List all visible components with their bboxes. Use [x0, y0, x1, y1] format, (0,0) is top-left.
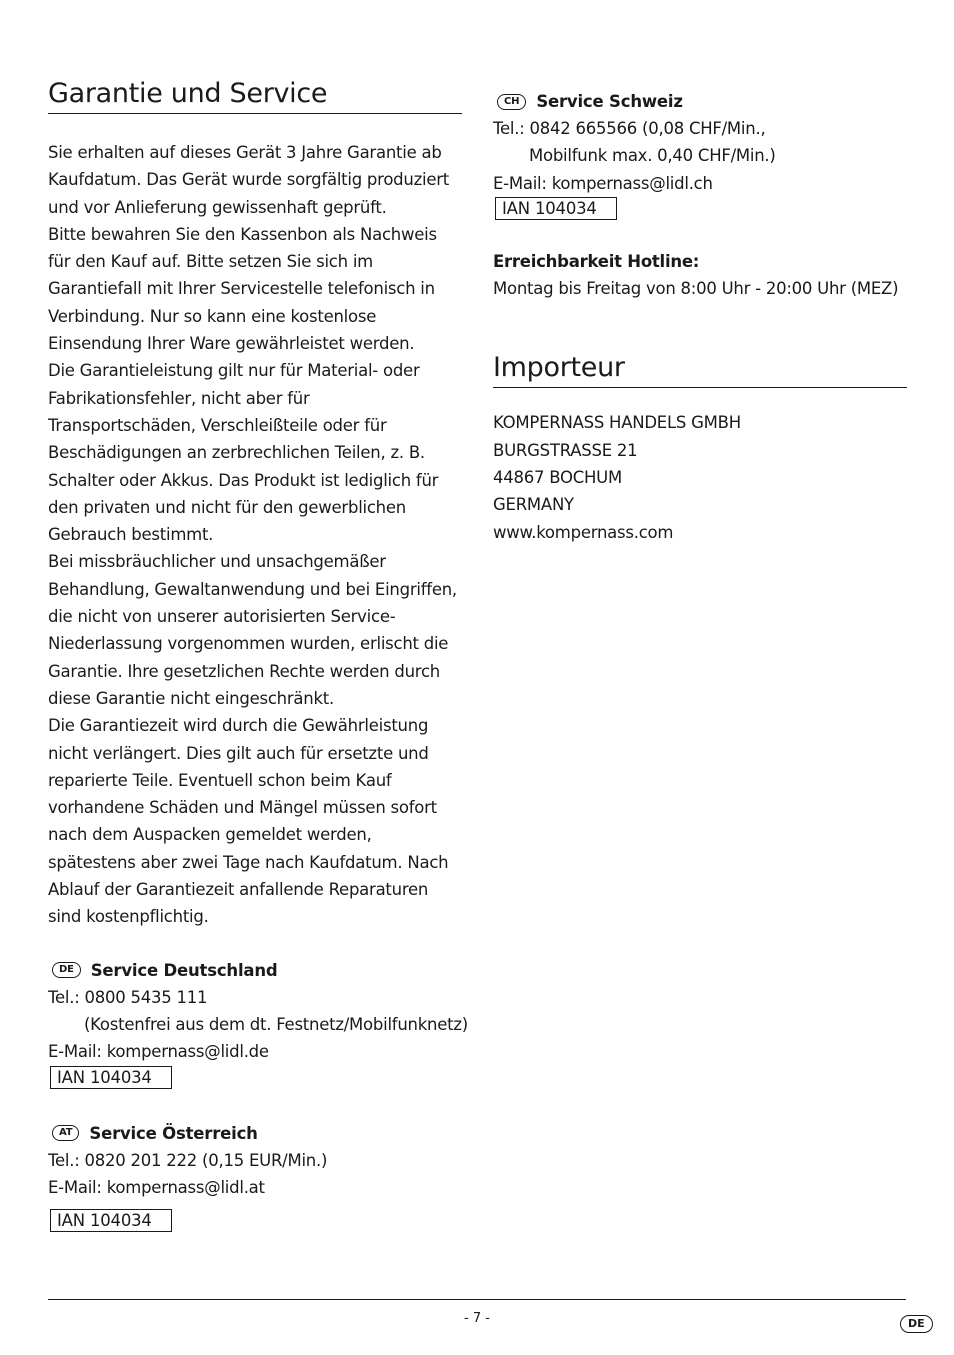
country-badge-at: AT: [52, 1125, 79, 1141]
hotline-title: Erreichbarkeit Hotline:: [493, 251, 700, 271]
service-de-email: E-Mail: kompernass@lidl.de: [48, 1042, 269, 1062]
garantie-paragraph: Bei missbräuchlicher und unsachgemäßer Behandlung, Gewaltanwendung und bei Eingriffen, die nicht von unserer autorisierten Service-Niederlassung vorgenommen wurden, erlischt die Garantie. Ihre gesetzlichen Rechte werden durch diese Garantie nicht eingeschränkt.: [48, 552, 457, 708]
section-title-garantie: Garantie und Service: [48, 78, 462, 114]
service-at-title: Service Österreich: [89, 1123, 258, 1143]
section-title-importeur: Importeur: [493, 352, 907, 388]
service-ch-heading: [493, 88, 907, 115]
ian-box: IAN 104034: [50, 1066, 172, 1089]
importer-website: www.kompernass.com: [493, 522, 674, 542]
service-at-email: E-Mail: kompernass@lidl.at: [48, 1177, 265, 1197]
importer-line: BURGSTRASSE 21: [493, 440, 638, 460]
service-ch-email: E-Mail: kompernass@lidl.ch: [493, 173, 713, 193]
garantie-paragraph: Sie erhalten auf dieses Gerät 3 Jahre Garantie ab Kaufdatum. Das Gerät wurde sorgfältig produziert und vor Anlieferung gewissenhaft geprüft.: [48, 143, 450, 217]
service-ch-tel: Tel.: 0842 665566 (0,08 CHF/Min.,: [493, 119, 766, 138]
garantie-paragraph: Die Garantieleistung gilt nur für Material- oder Fabrikationsfehler, nicht aber für Transportschäden, Verschleißteile oder für Beschädigungen an zerbrechlichen Teilen, z. B. Schalter oder Akkus. Das Produkt ist lediglich für den privaten und nicht für den gewerblichen Gebrauch bestimmt.: [48, 361, 439, 545]
importer-line: KOMPERNASS HANDELS GMBH: [493, 413, 741, 433]
country-badge-de: DE: [52, 962, 81, 978]
left-column: [48, 78, 468, 1232]
service-de-note: (Kostenfrei aus dem dt. Festnetz/Mobilfunknetz): [84, 1014, 468, 1034]
right-column: [493, 88, 907, 546]
hotline-hours: Montag bis Freitag von 8:00 Uhr - 20:00 Uhr (MEZ): [493, 279, 899, 299]
ian-box: IAN 104034: [495, 197, 617, 220]
language-badge: DE: [900, 1315, 933, 1333]
service-ch-tel-cont: Mobilfunk max. 0,40 CHF/Min.): [529, 146, 776, 166]
garantie-paragraph: Die Garantiezeit wird durch die Gewährleistung nicht verlängert. Dies gilt auch für ersetzte und reparierte Teile. Eventuell schon beim Kauf vorhandene Schäden und Mängel müssen sofort nach dem Auspacken gemeldet werden, spätestens aber zwei Tage nach Kaufdatum. Nach Ablauf der Garantiezeit anfallende Reparaturen sind kostenpflichtig.: [48, 716, 449, 927]
service-at-block: [48, 1120, 462, 1233]
service-de-heading: [48, 957, 462, 984]
ian-box: IAN 104034: [50, 1209, 172, 1232]
service-de-tel: Tel.: 0800 5435 111: [48, 987, 208, 1007]
country-badge-ch: CH: [497, 94, 526, 110]
service-at-tel: Tel.: 0820 201 222 (0,15 EUR/Min.): [48, 1150, 328, 1170]
service-at-heading: [48, 1120, 462, 1147]
garantie-text: [48, 139, 462, 931]
service-ch-block: [493, 88, 907, 220]
importer-line: 44867 BOCHUM: [493, 468, 622, 488]
service-de-title: Service Deutschland: [90, 960, 278, 980]
page-number: - 7 -: [464, 1311, 490, 1326]
importer-line: GERMANY: [493, 495, 574, 515]
garantie-paragraph: Bitte bewahren Sie den Kassenbon als Nachweis für den Kauf auf. Bitte setzen Sie sich im Garantiefall mit Ihrer Servicestelle telefonisch in Verbindung. Nur so kann eine kostenlose Einsendung Ihrer Ware gewährleistet werden.: [48, 224, 437, 354]
service-de-block: [48, 957, 468, 1089]
service-ch-title: Service Schweiz: [536, 92, 683, 111]
hotline-block: [493, 248, 907, 303]
footer-divider: [48, 1299, 906, 1300]
importer-address: [493, 409, 907, 545]
